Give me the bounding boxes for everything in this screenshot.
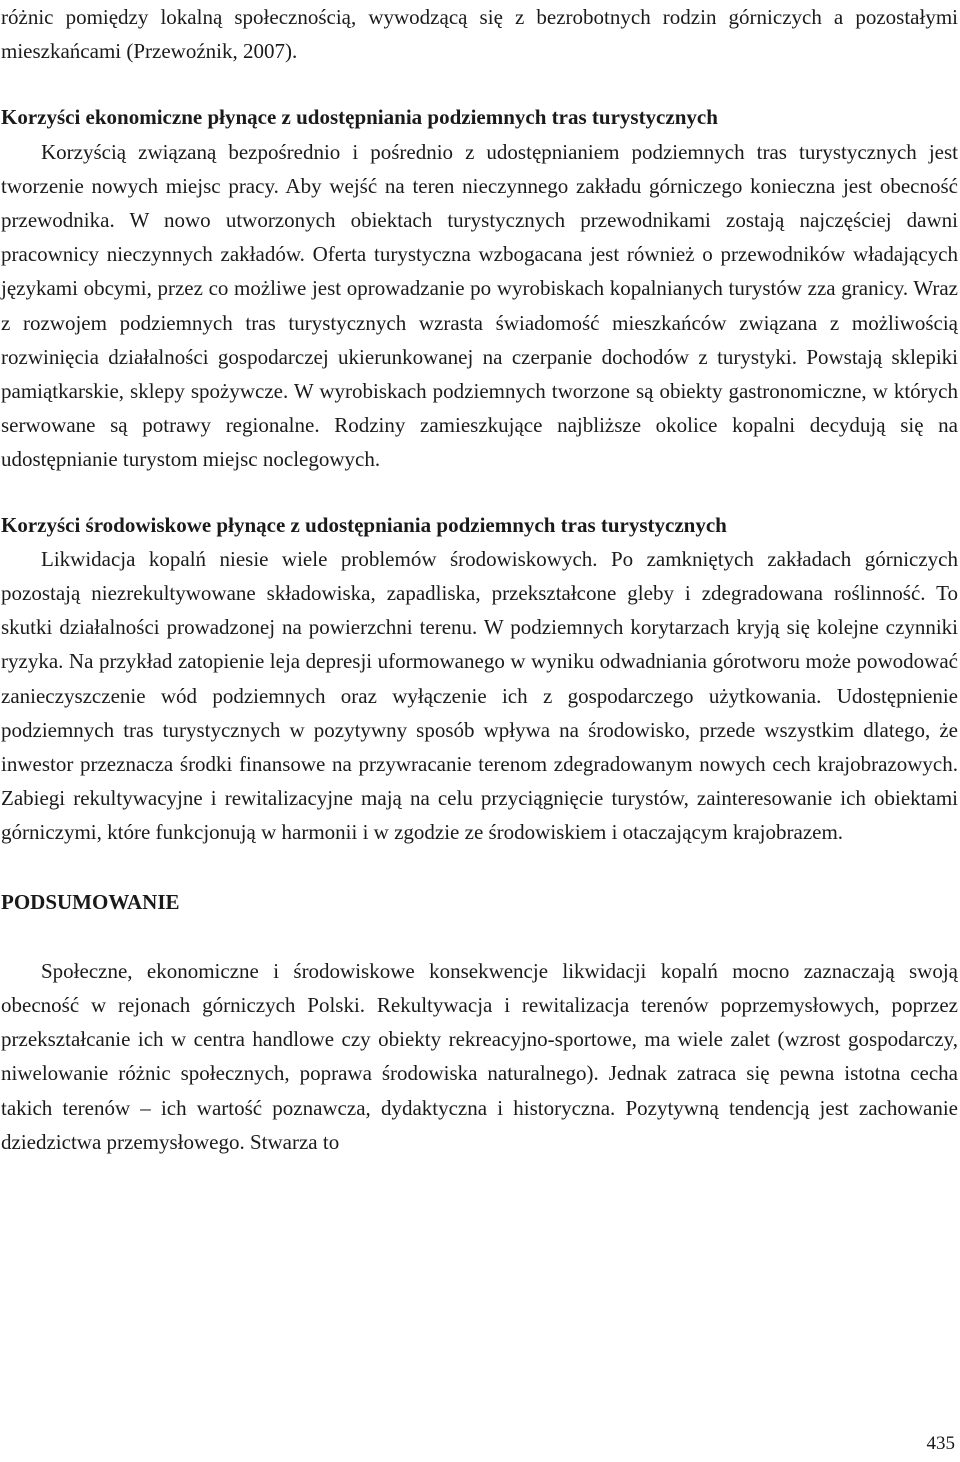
environmental-benefits-heading: Korzyści środowiskowe płynące z udostępniania podziemnych tras turystycznych [1,512,727,537]
summary-paragraph: Społeczne, ekonomiczne i środowiskowe konsekwencje likwidacji kopalń mocno zaznaczają swoją obecność w rejonach górniczych Polski. Rekultywacja i rewitalizacja terenów poprzemysłowych, poprzez przekształcanie ich w centra handlowe czy obiekty rekreacyjno-sportowe, ma wiele zalet (wzrost gospodarczy, niwelowanie różnic społecznych, poprawa środowiska naturalnego). Jednak zatraca się pewna istotna cecha takich terenów – ich wartość poznawcza, dydaktyczna i historyczna. Pozytywną tendencją jest zachowanie dziedzictwa przemysłowego. Stwarza to [1,958,958,1154]
intro-paragraph: różnic pomiędzy lokalną społecznością, wywodzącą się z bezrobotnych rodzin górniczych a pozostałymi mieszkańcami (Przewoźnik, 2007). [1,5,958,64]
economic-benefits-paragraph: Korzyścią związaną bezpośrednio i pośrednio z udostępnianiem podziemnych tras turystycznych jest tworzenie nowych miejsc pracy. Aby wejść na teren nieczynnego zakładu górniczego konieczna jest obecność przewodnika. W nowo utworzonych obiektach turystycznych przewodnikami zostają najczęściej dawni pracownicy nieczynnych zakładów. Oferta turystyczna wzbogacana jest również o przewodników władających językami obcymi, przez co możliwe jest oprowadzanie po wyrobiskach kopalnianych turystów zza granicy. Wraz z rozwojem podziemnych tras turystycznych wzrasta świadomość mieszkańców związana z możliwością rozwinięcia działalności gospodarczej ukierunkowanej na czerpanie dochodów z turystyki. Powstają sklepiki pamiątkarskie, sklepy spożywcze. W wyrobiskach podziemnych tworzone są obiekty gastronomiczne, w których serwowane są potrawy regionalne. Rodziny zamieszkujące najbliższe okolice kopalni decydują się na udostępnianie turystom miejsc noclegowych. [1,139,958,472]
environmental-benefits-paragraph: Likwidacja kopalń niesie wiele problemów środowiskowych. Po zamkniętych zakładach górniczych pozostają niezrekultywowane składowiska, zapadliska, przekształcone gleby i zdegradowana roślinność. To skutki działalności prowadzonej na powierzchni terenu. W podziemnych korytarzach kryją się kolejne czynniki ryzyka. Na przykład zatopienie leja depresji uformowanego w wyniku odwadniania górotworu może powodować zanieczyszczenie wód podziemnych oraz wyłączenie ich z gospodarczego użytkowania. Udostępnienie podziemnych tras turystycznych w pozytywny sposób wpływa na środowisko, przede wszystkim dlatego, że inwestor przeznacza środki finansowe na przywracanie terenom zdegradowanym nowych cech krajobrazowych. Zabiegi rekultywacyjne i rewitalizacyjne mają na celu przyciągnięcie turystów, zainteresowanie ich obiektami górniczymi, które funkcjonują w harmonii i w zgodzie ze środowiskiem i otaczającym krajobrazem. [1,546,958,845]
economic-benefits-heading: Korzyści ekonomiczne płynące z udostępniania podziemnych tras turystycznych [1,105,718,130]
page-number: 435 [926,1433,955,1454]
summary-heading: PODSUMOWANIE [1,889,180,914]
